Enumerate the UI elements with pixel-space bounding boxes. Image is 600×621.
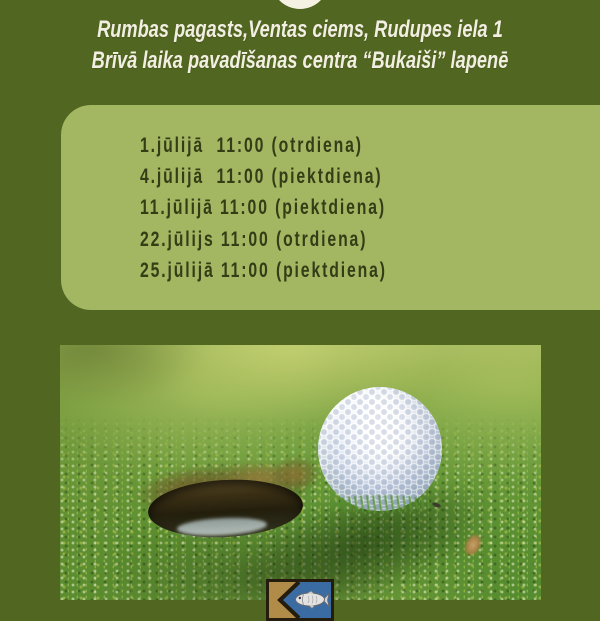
- parish-coat-of-arms: [266, 579, 334, 621]
- grass-blades-over-ball: [326, 495, 436, 513]
- schedule-card: [61, 105, 600, 310]
- schedule-item: 22.jūlijs 11:00 (otrdiena): [140, 227, 368, 251]
- address-line-1: Rumbas pagasts,Ventas ciems, Rudupes iela 1: [97, 16, 503, 43]
- address-line-2: Brīvā laika pavadīšanas centra “Bukaiši” lapenē: [91, 47, 509, 74]
- address-block: [0, 14, 600, 76]
- foreground-shadow: [100, 520, 400, 600]
- schedule-item: 1.jūlijā 11:00 (otrdiena): [140, 133, 363, 157]
- schedule-item: 11.jūlijā 11:00 (piektdiena): [140, 196, 386, 220]
- golf-photo: [60, 345, 541, 600]
- schedule-item: 25.jūlijā 11:00 (piektdiena): [140, 259, 387, 283]
- golf-ball: [318, 387, 442, 511]
- partial-title-letter-g: [271, 0, 329, 9]
- schedule-item: 4.jūlijā 11:00 (piektdiena): [140, 165, 383, 189]
